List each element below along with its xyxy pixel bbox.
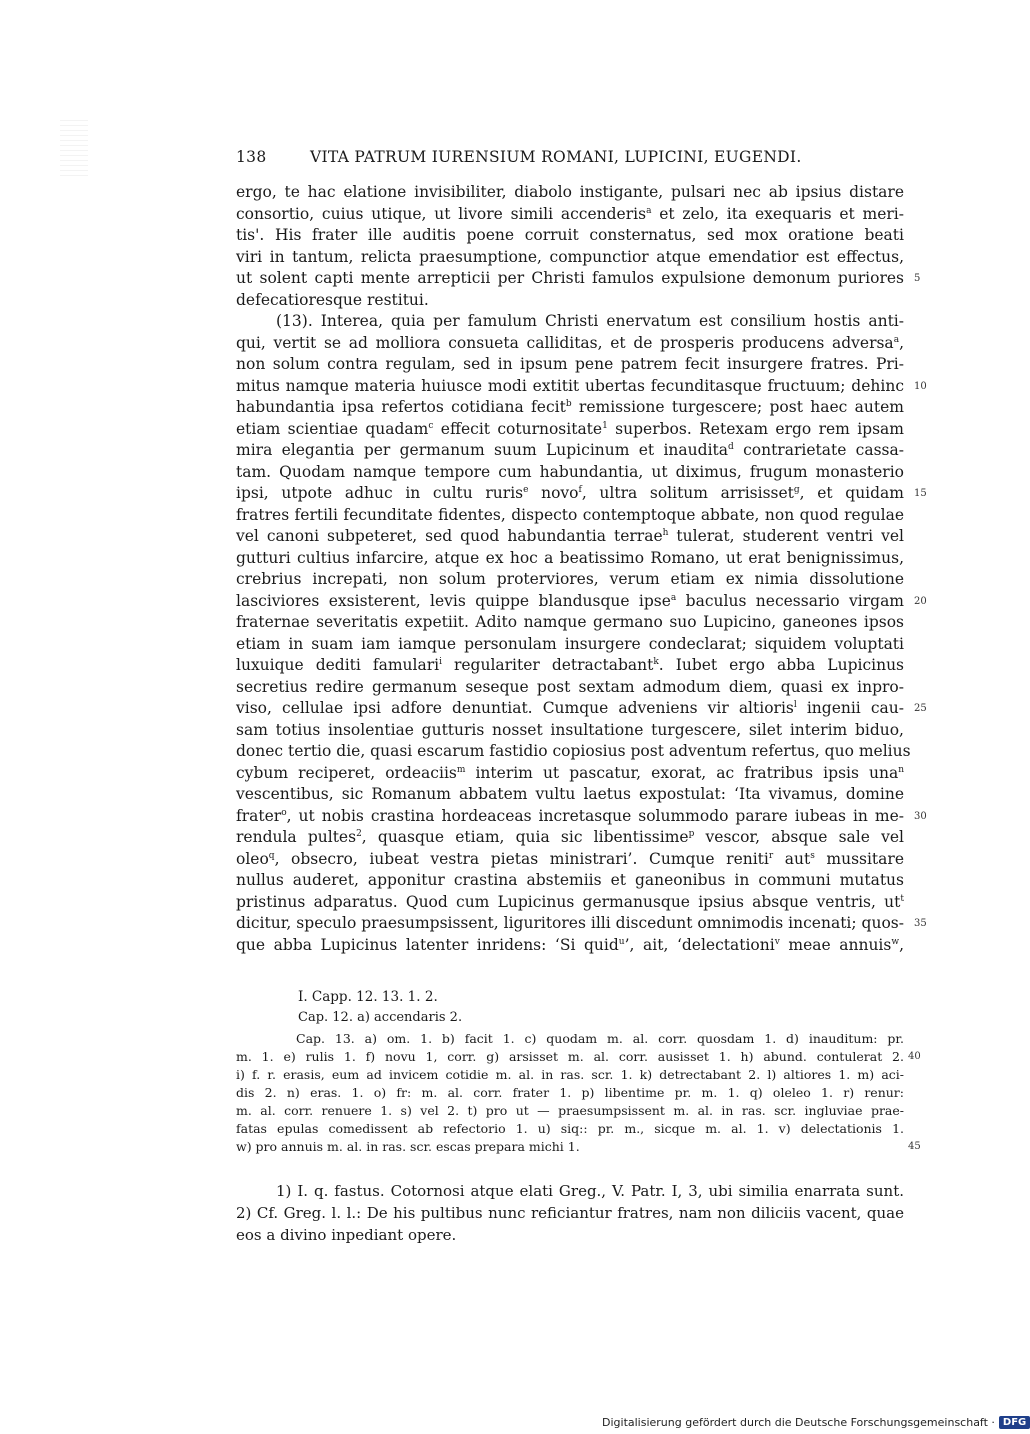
text-line: nullus auderet, apponitur crastina abstemiis et ganeonibus in communi mutatus — [236, 871, 904, 889]
footnote-line: eos a divino inpediant opere. — [236, 1226, 457, 1244]
apparatus-line: Cap. 13. a) om. 1. b) facit 1. c) quodam m. al. corr. quosdam 1. d) inauditum: pr. — [296, 1031, 904, 1046]
line-number: 15 — [914, 488, 927, 499]
text-line: tam. Quodam namque tempore cum habundantia, ut diximus, frugum monasterio — [236, 462, 904, 481]
text-line: que abba Lupicinus latenter inridens: ‘Si quid$^u$’, ait, ‘delectationi$^v$ meae annuis$^w$, — [236, 935, 904, 954]
text-line: oleo$^q$, obsecro, iubeat vestra pietas ministrari’. Cumque reniti$^r$ aut$^s$ mussitare — [236, 849, 904, 868]
line-number: 40 — [908, 1051, 921, 1062]
text-line: lasciviores exsisterent, levis quippe blandusque ipse$^a$ baculus necessario virgam 20 — [236, 591, 904, 613]
text-line: gutturi cultius infarcire, atque ex hoc a beatissimo Romano, ut erat benignissimus, — [236, 548, 904, 567]
text-line: etiam scientiae quadam$^c$ effecit coturnositate$^1$ superbos. Retexam ergo rem ipsam — [236, 419, 904, 438]
footnote-line: 2) Cf. Greg. l. l.: De his pultibus nunc reficiantur fratres, nam non diliciis vacent, quae — [236, 1204, 904, 1222]
footnotes — [236, 1180, 904, 1246]
text-line: non solum contra regulam, sed in ipsum pene patrem fecit insurgere fratres. Pri- — [236, 355, 904, 373]
line-number: 25 — [914, 703, 927, 714]
footnote-line: 1) I. q. fastus. Cotornosi atque elati Greg., V. Patr. I, 3, ubi similia enarrata sunt. — [276, 1182, 904, 1200]
text-line: ipsi, utpote adhuc in cultu ruris$^e$ novo$^f$, ultra solitum arrisisset$^g$, et quidam 15 — [236, 483, 904, 505]
text-line: donec tertio die, quasi escarum fastidio copiosius post adventum refertus, quo melius — [236, 742, 911, 760]
text-line: crebrius increpati, non solum proterviores, verum etiam ex nimia dissolutione — [236, 570, 904, 588]
line-number: 35 — [914, 918, 927, 929]
text-line: fraternae severitatis expetiit. Adito namque germano suo Lupicino, ganeones ipsos — [236, 613, 904, 631]
text-line: habundantia ipsa refertos cotidiana fecit$^b$ remissione turgescere; post haec autem — [236, 398, 904, 416]
text-line: sam totius insolentiae gutturis nosset insultatione turgescere, silet interim biduo, — [236, 720, 904, 739]
text-line: vescentibus, sic Romanum abbatem vultu laetus expostulat: ‘Ita vivamus, domine — [236, 785, 904, 803]
scan-artifact — [60, 120, 88, 180]
main-text — [236, 182, 927, 956]
running-title: VITA PATRUM IURENSIUM ROMANI, LUPICINI, EUGENDI. — [310, 148, 802, 166]
apparatus-line: fatas epulas comedissent ab refectorio 1. u) siq:: pr. m., sicque m. al. 1. v) delectationis 1. — [236, 1121, 904, 1136]
text-line: pristinus adparatus. Quod cum Lupicinus germanusque ipsius absque ventris, $ut^t$ — [236, 892, 904, 911]
cap12-note: Cap. 12. a) accendaris 2. — [298, 1010, 463, 1025]
text-line: vel canoni subpeteret, sed quod habundantia terrae$^h$ tulerat, studerent ventri vel — [236, 527, 904, 545]
text-line: viso, cellulae ipsi adfore denuntiat. Cumque adveniens vir altioris$^l$ ingenii cau- 25 — [236, 698, 904, 720]
apparatus-line: dis 2. n) eras. 1. o) fr: m. al. corr. frater 1. p) libentime pr. m. 1. q) oleleo 1. r) renur: — [236, 1085, 904, 1100]
line-number: 5 — [914, 273, 921, 284]
text-line: etiam in suam iam iamque personulam insurgere condeclarat; siquidem voluptati — [236, 634, 904, 653]
line-number: 10 — [914, 380, 927, 392]
sources-line: I. Capp. 12. 13. 1. 2. — [298, 989, 438, 1005]
apparatus-line: i) f. r. erasis, eum ad invicem cotidie m. al. in ras. scr. 1. k) detrectabant 2. l) altiores 1. m) aci- — [236, 1067, 904, 1082]
digitization-credit — [602, 1414, 1030, 1430]
text-line: ergo, te hac elatione invisibiliter, diabolo instigante, pulsari nec ab ipsius distare — [236, 183, 904, 201]
text-line: cybum reciperet, ordeaciis$^m$ interim ut pascatur, exorat, ac fratribus ipsis una$^n$ — [236, 763, 905, 782]
text-line: rendula pultes$^2$, quasque etiam, quia sic libentissime$^p$ vescor, absque sale vel — [236, 828, 904, 846]
text-line: viri in tantum, relicta praesumptione, compunctior atque emendatior est effectus, — [236, 247, 904, 266]
apparatus-line: m. 1. e) rulis 1. f) novu 1, corr. g) arsisset m. al. corr. ausisset 1. h) abund. contulerat 2. 40 — [236, 1049, 921, 1064]
text-line: qui, vertit se ad molliora consueta calliditas, et de prosperis producens adversa$^a$, — [236, 333, 904, 352]
critical-apparatus — [236, 1030, 921, 1156]
text-line: defecatioresque restitui. — [236, 290, 429, 309]
line-number: 30 — [914, 810, 927, 822]
text-line: consortio, cuius utique, ut livore simili accenderis$^a$ et zelo, ita exequaris et meri- — [236, 204, 904, 223]
line-number: 45 — [908, 1141, 921, 1152]
apparatus-line: m. al. corr. renuere 1. s) vel 2. t) pro ut — praesumpsissent m. al. in ras. scr. ingluviae prae- — [236, 1103, 904, 1118]
text-line: dicitur, speculo praesumpsissent, liguritores illi discedunt omnimodis incenati; quos- 35 — [236, 913, 904, 935]
digitization-text: Digitalisierung gefördert durch die Deutsche Forschungsgemeinschaft · — [602, 1415, 995, 1429]
line-number: 20 — [914, 595, 927, 607]
text-line: fratres fertili fecunditate fidentes, dispecto contemptoque abbate, non quod regulae — [236, 505, 904, 524]
text-line: mitus namque materia huiusce modi extitit ubertas fecunditasque fructuum; dehinc 10 — [236, 376, 904, 398]
apparatus-line: w) pro annuis m. al. in ras. scr. escas prepara michi 1. 45 — [236, 1139, 921, 1154]
source-notes — [264, 986, 904, 1028]
text-line: secretius redire germanum seseque post sextam admodum diem, quasi ex inpro- — [236, 677, 904, 696]
dfg-logo: DFG — [999, 1416, 1030, 1429]
text-line: tis'. His frater ille auditis poene corruit consternatus, sed mox oratione beati — [236, 226, 904, 244]
running-header — [236, 148, 908, 170]
text-line: luxuique dediti famulari$^i$ regulariter detractabant$^k$. Iubet ergo abba Lupicinus — [236, 656, 905, 674]
text-line: ut solent capti mente arrepticii per Christi famulos expulsione demonum puriores 5 — [236, 268, 904, 290]
text-line: frater$^o$, ut nobis crastina hordeaceas incretasque solummodo parare iubeas in me- 30 — [236, 806, 904, 828]
text-line: (13). Interea, quia per famulum Christi enervatum est consilium hostis anti- — [276, 312, 904, 330]
text-line: mira elegantia per germanum suum Lupicinum et inaudita$^d$ contrarietate cassa- — [236, 441, 904, 459]
page-number: 138 — [236, 148, 267, 166]
